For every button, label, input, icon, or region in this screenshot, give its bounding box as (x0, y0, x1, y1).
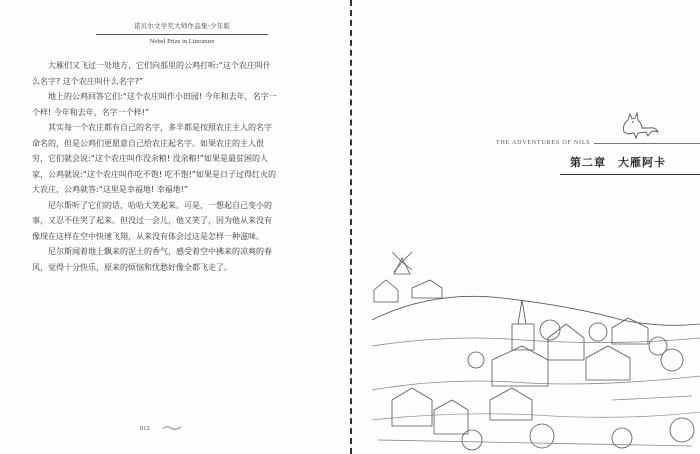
header-divider (96, 34, 268, 35)
body-text (32, 58, 278, 275)
chapter-divider (560, 174, 700, 175)
chapter-title: 第二章 大雁阿卡 (570, 156, 666, 169)
running-header (96, 22, 268, 46)
header-subtitle: Nobel Prize in Literature (149, 38, 215, 45)
series-divider (594, 143, 700, 144)
series-english-title: THE ADVENTURES OF NILS (496, 140, 591, 146)
paragraph: 大雁们又飞过一处地方，它们向那里的公鸡打听:“这个农庄叫什么名字? 这个农庄叫什么名字?” (32, 61, 271, 86)
header-series-title: 诺贝尔文学奖大师作品集·少年版 (133, 22, 231, 30)
paragraph: 地上的公鸡回答它们:“这个农庄叫作小田园! 今年和去年，名字一个样! 今年和去年，名字一个样!” (32, 92, 277, 117)
village-landscape-icon (372, 250, 700, 454)
page-number: 012 (140, 425, 150, 432)
fox-icon (618, 110, 660, 140)
folio-ornament-icon (162, 424, 182, 432)
paragraph: 尼尔斯听了它们的话，哈哈大笑起来。可是，一想起自己变小的事，又忍不住哭了起来。但没过一会儿，他又笑了，因为他从来没有像现在这样在空中快速飞翔，从来没有体会过这是怎样一种滋味。 (32, 200, 272, 241)
paragraph: 其实每一个农庄都有自己的名字，多半都是按照农庄主人的名字命名的，但是公鸡们更愿意自己给农庄起名字。如果农庄的主人很穷，它们就会说:“这个农庄叫作没余粮! 没余粮!”如果是最贫困的人家，公鸡就说:“这个农庄叫作吃不饱! 吃不饱!”如果是日子过得红火的大农庄，公鸡就答:“这里是幸福地! 幸福地!” (32, 123, 276, 194)
paragraph: 尼尔斯闻着地上飘来的泥土的香气，感受着空中拂来的凉爽的春风，觉得十分快乐，原来的烦恼和忧愁好像全都飞走了。 (32, 247, 272, 272)
